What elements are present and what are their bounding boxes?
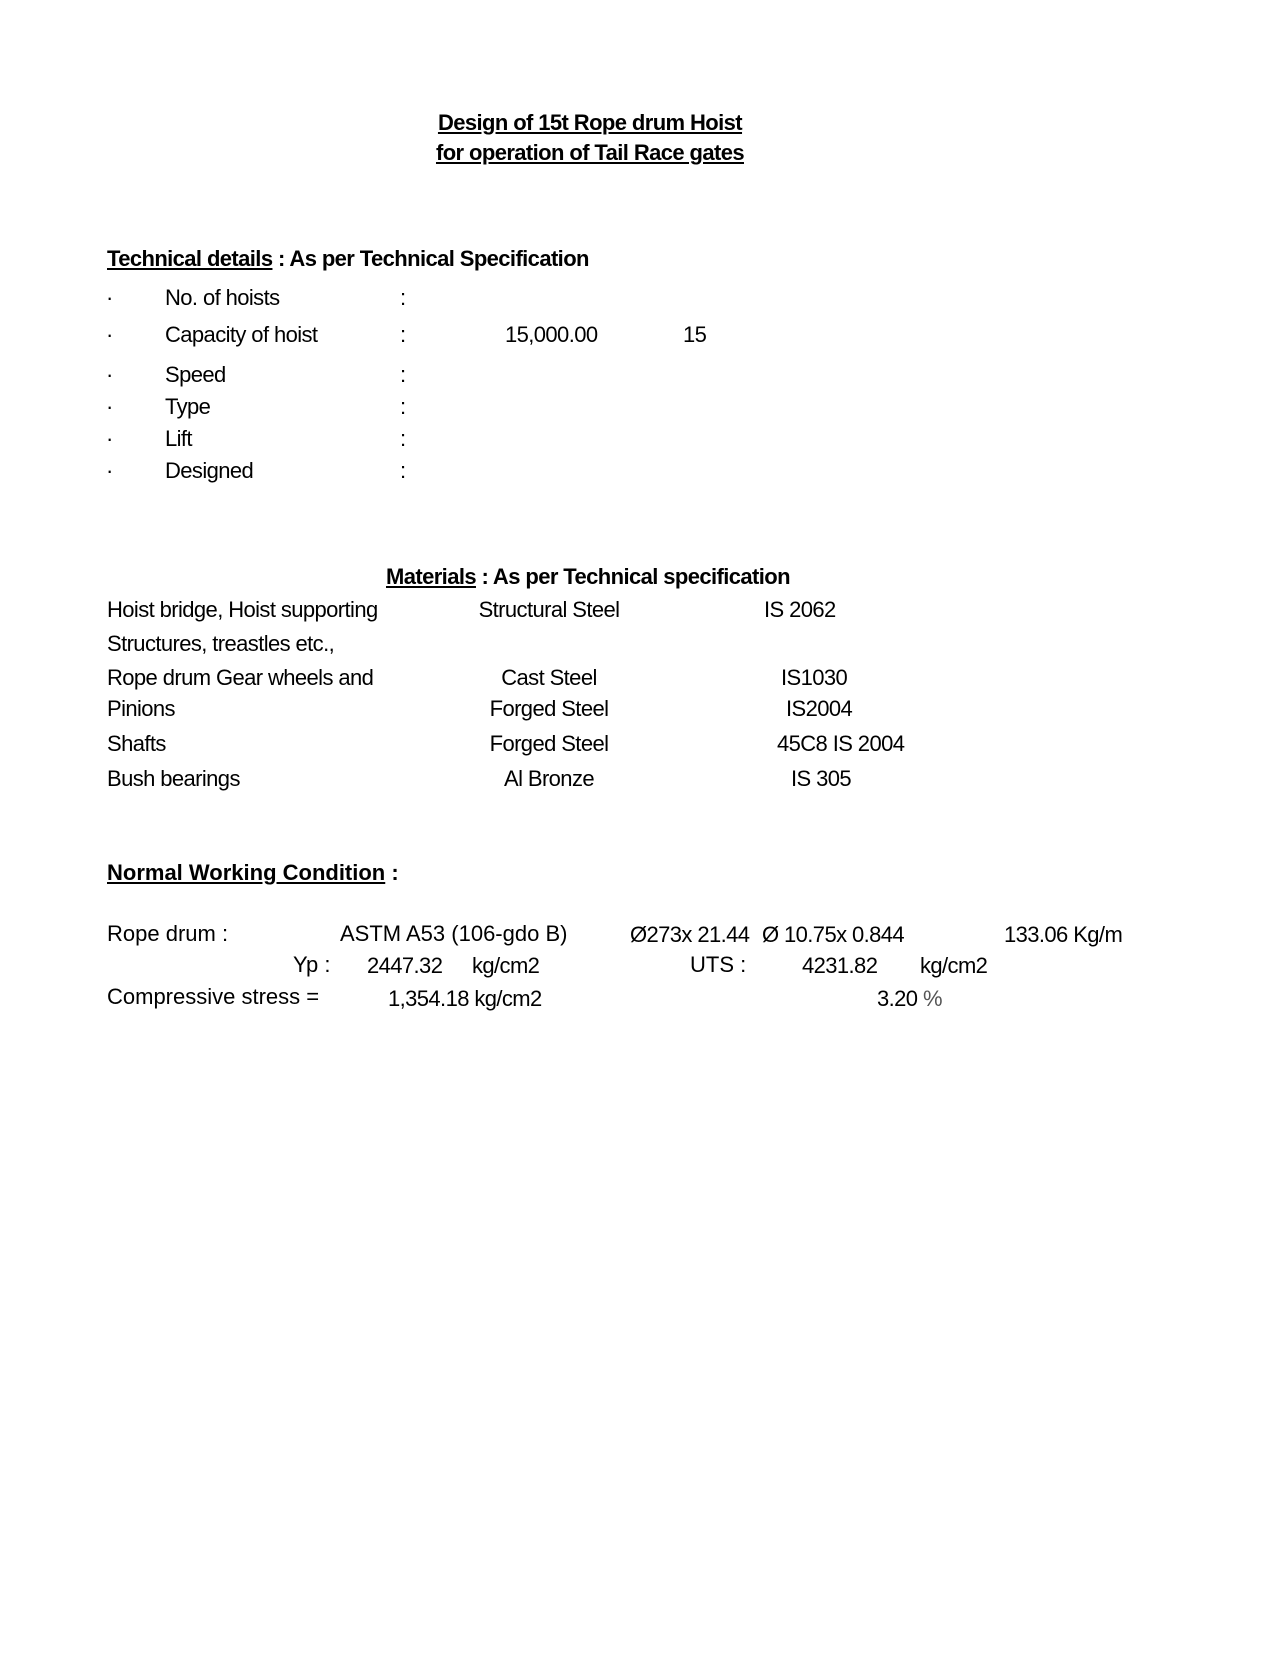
rope-drum-material: ASTM A53 (106-gdo B) xyxy=(340,921,568,946)
percent-unit: % xyxy=(922,986,942,1011)
list-bullet: · xyxy=(106,458,113,483)
material-standard: IS1030 xyxy=(781,665,848,690)
yp-value: 2447.32 xyxy=(367,953,443,978)
normal-working-condition-colon: : xyxy=(385,860,399,885)
material-part: Rope drum Gear wheels and xyxy=(107,665,374,690)
technical-label-no-of-hoists: No. of hoists xyxy=(165,285,280,310)
normal-working-condition-heading xyxy=(107,860,399,886)
rope-drum-dimension-mm: Ø273x 21.44 xyxy=(630,922,750,947)
material-name: Al Bronze xyxy=(504,766,594,791)
material-part: Hoist bridge, Hoist supporting xyxy=(107,597,378,622)
material-standard: IS 2062 xyxy=(764,597,836,622)
rope-drum-label: Rope drum : xyxy=(107,921,229,946)
material-name: Cast Steel xyxy=(501,665,597,690)
compressive-stress-label: Compressive stress = xyxy=(107,984,320,1009)
technical-label-lift: Lift xyxy=(165,426,192,451)
compressive-stress xyxy=(388,986,542,1012)
technical-label-speed: Speed xyxy=(165,362,226,387)
document-title-line-1: Design of 15t Rope drum Hoist xyxy=(437,110,743,135)
technical-colon: : xyxy=(400,426,406,451)
compressive-stress-unit: kg/cm2 xyxy=(474,986,542,1011)
technical-label-capacity: Capacity of hoist xyxy=(165,322,318,347)
material-name: Forged Steel xyxy=(489,696,609,721)
percent-value: 3.20 xyxy=(877,986,918,1011)
yp-label: Yp : xyxy=(293,952,331,977)
material-part: Shafts xyxy=(107,731,166,756)
rope-drum-weight-value: 133.06 xyxy=(1004,922,1068,947)
rope-drum-weight xyxy=(1004,922,1122,948)
material-standard: IS2004 xyxy=(786,696,853,721)
document-title-line-2: for operation of Tail Race gates xyxy=(435,140,744,165)
technical-colon: : xyxy=(400,362,406,387)
compressive-stress-value: 1,354.18 xyxy=(388,986,469,1011)
technical-colon: : xyxy=(400,322,406,347)
rope-drum-dimension-in: Ø 10.75x 0.844 xyxy=(762,922,905,947)
technical-details-heading-label: Technical details xyxy=(107,246,273,271)
technical-colon: : xyxy=(400,394,406,419)
material-part: Pinions xyxy=(107,696,175,721)
uts-unit: kg/cm2 xyxy=(920,953,988,978)
technical-label-type: Type xyxy=(165,394,211,419)
technical-details-heading xyxy=(107,246,589,272)
material-part: Structures, treastles etc., xyxy=(107,631,335,656)
technical-colon: : xyxy=(400,285,406,310)
compressive-stress-percent xyxy=(877,986,942,1012)
technical-details-heading-rest: : As per Technical Specification xyxy=(272,246,589,271)
list-bullet: · xyxy=(106,362,113,387)
material-name: Forged Steel xyxy=(489,731,609,756)
material-part: Bush bearings xyxy=(107,766,240,791)
list-bullet: · xyxy=(106,322,113,347)
material-standard: IS 305 xyxy=(791,766,852,791)
list-bullet: · xyxy=(106,285,113,310)
material-name: Structural Steel xyxy=(478,597,620,622)
capacity-value-kg: 15,000.00 xyxy=(505,322,598,347)
uts-label: UTS : xyxy=(690,952,747,977)
technical-label-designed: Designed xyxy=(165,458,254,483)
technical-colon: : xyxy=(400,458,406,483)
materials-heading xyxy=(386,564,790,590)
capacity-value-t: 15 xyxy=(683,322,707,347)
uts-value: 4231.82 xyxy=(802,953,878,978)
list-bullet: · xyxy=(106,426,113,451)
list-bullet: · xyxy=(106,394,113,419)
material-standard: 45C8 IS 2004 xyxy=(777,731,905,756)
yp-unit: kg/cm2 xyxy=(472,953,540,978)
rope-drum-weight-unit: Kg/m xyxy=(1073,922,1123,947)
normal-working-condition-label: Normal Working Condition xyxy=(107,860,386,885)
materials-heading-label: Materials xyxy=(386,564,476,589)
materials-heading-rest: : As per Technical specification xyxy=(475,564,790,589)
